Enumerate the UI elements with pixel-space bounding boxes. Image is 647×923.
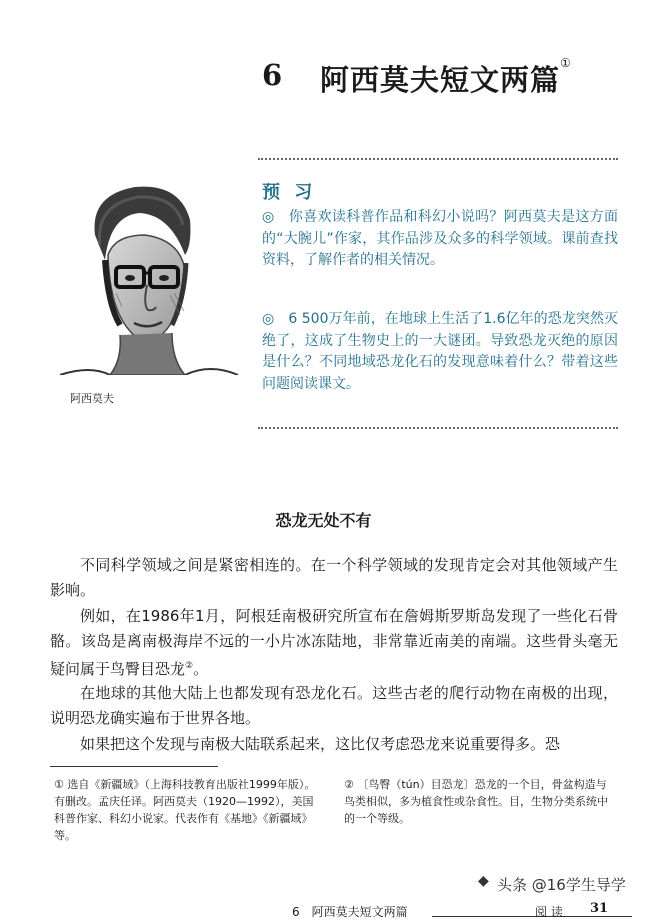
article-title: 恐龙无处不有 (275, 511, 372, 530)
footnote-1: ① 选自《新疆域》（上海科技教育出版社1999年版）。有删改。孟庆任译。阿西莫夫（1920—1992），美国科普作家、科幻小说家。代表作有《基地》《新疆域》等。 (54, 778, 316, 842)
footnote-2: ② 〔鸟臀（tún）目恐龙〕恐龙的一个目，骨盆构造与鸟类相似，多为植食性或杂食性。目，生物分类系统中的一个等级。 (344, 778, 608, 825)
article-paragraph-3: 在地球的其他大陆上也都发现有恐龙化石。这些古老的爬行动物在南极的出现，说明恐龙确实遍布于世界各地。 (50, 684, 618, 727)
preview-heading: 预 习 (262, 182, 317, 203)
watermark-icon: ◆ (478, 873, 489, 889)
footer-section-label: 阅 读 (535, 905, 563, 919)
preview-paragraph-2: ◎ 6 500万年前，在地球上生活了1.6亿年的恐龙突然灭绝了，这成了生物史上的一大谜团。导致恐龙灭绝的原因是什么？不同地域恐龙化石的发现意味着什么？带着这些问题阅读课文。 (262, 311, 618, 392)
article-paragraph-2 (50, 604, 618, 682)
chapter-title-footnote-marker: ① (560, 56, 572, 70)
article-paragraph-1: 不同科学领域之间是紧密相连的。在一个科学领域的发现肯定会对其他领域产生影响。 (50, 556, 618, 599)
footer-chapter-label: 6 阿西莫夫短文两篇 (292, 905, 408, 919)
chapter-number: 6 (262, 58, 283, 92)
chapter-title (320, 58, 572, 99)
top-dotted-rule (258, 158, 618, 160)
footer-rule (432, 916, 632, 917)
footnote-ref-2: ② (185, 661, 194, 671)
author-portrait-image (50, 175, 240, 375)
article-paragraph-2-end: 。 (193, 660, 209, 678)
watermark-text: 头条 @16学生导学 (497, 876, 626, 894)
chapter-title-text: 阿西莫夫短文两篇 (320, 63, 561, 97)
page-number: 31 (590, 901, 609, 916)
article-paragraph-2-text: 例如，在1986年1月，阿根廷南极研究所宣布在詹姆斯罗斯岛发现了一些化石骨骼。该岛是离南极海岸不远的一小片冰冻陆地，非常靠近南美的南端。这些骨头毫无疑问属于鸟臀目恐龙 (50, 607, 618, 678)
footnote-rule (50, 766, 218, 767)
preview-paragraph-1: ◎ 你喜欢读科普作品和科幻小说吗？阿西莫夫是这方面的“大腕儿”作家，其作品涉及众多的科学领域。课前查找资料，了解作者的相关情况。 (262, 209, 618, 268)
article-paragraph-4: 如果把这个发现与南极大陆联系起来，这比仅考虑恐龙来说重要得多。恐 (80, 735, 561, 753)
portrait-caption: 阿西莫夫 (70, 392, 114, 405)
bottom-dotted-rule (258, 427, 618, 429)
